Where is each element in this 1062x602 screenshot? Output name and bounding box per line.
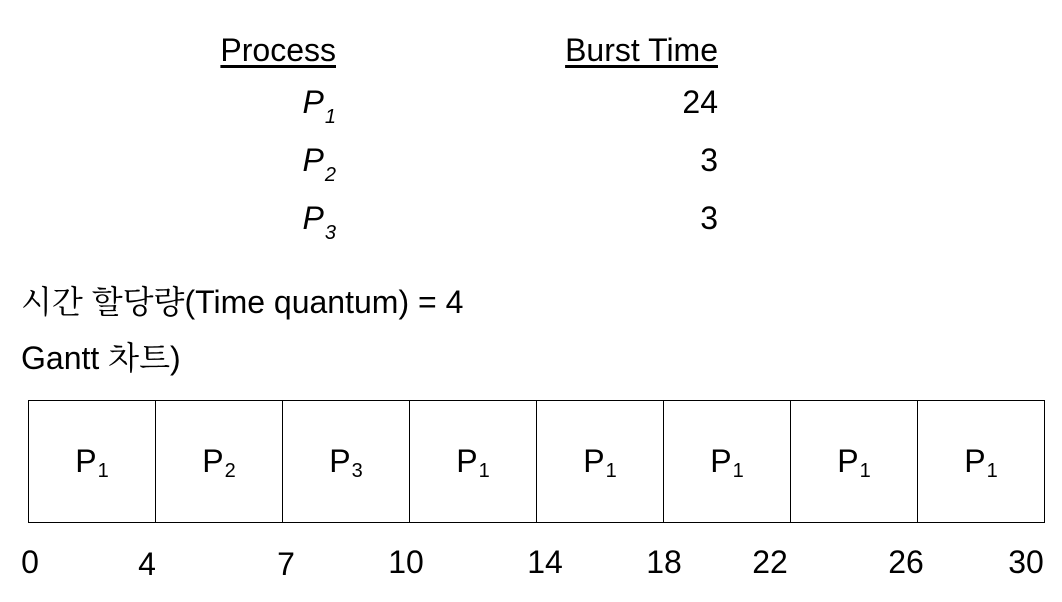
time-quantum-label: 시간 할당량(Time quantum) = 4 xyxy=(21,284,464,320)
gantt-chart-title: Gantt 차트) xyxy=(21,340,181,376)
gantt-cell xyxy=(537,401,664,522)
gantt-cell-letter: P xyxy=(75,443,97,479)
gantt-cell-subscript: 1 xyxy=(986,460,998,482)
burst-time-p1: 24 xyxy=(682,84,718,120)
gantt-cell-letter: P xyxy=(964,443,986,479)
gantt-tick: 7 xyxy=(277,546,295,582)
gantt-cell xyxy=(29,401,156,522)
gantt-tick: 10 xyxy=(388,544,424,580)
gantt-cell-subscript: 3 xyxy=(351,460,363,482)
gantt-cell xyxy=(410,401,537,522)
gantt-tick: 14 xyxy=(527,544,563,580)
burst-time-p3: 3 xyxy=(700,200,718,236)
gantt-tick: 4 xyxy=(138,546,156,582)
gantt-cell-letter: P xyxy=(837,443,859,479)
gantt-tick: 22 xyxy=(752,544,788,580)
gantt-cell-letter: P xyxy=(329,443,351,479)
gantt-tick: 0 xyxy=(21,544,39,580)
gantt-cell-subscript: 1 xyxy=(732,460,744,482)
process-subscript: 2 xyxy=(324,164,336,186)
process-name-p2 xyxy=(302,142,336,186)
process-letter: P xyxy=(302,84,324,120)
gantt-cell-subscript: 1 xyxy=(97,460,109,482)
process-name-p1 xyxy=(302,84,336,128)
gantt-tick: 18 xyxy=(646,544,682,580)
burst-time-column-header: Burst Time xyxy=(565,32,718,68)
gantt-chart xyxy=(28,400,1045,523)
gantt-cell-letter: P xyxy=(202,443,224,479)
process-column-header: Process xyxy=(220,32,336,68)
gantt-cell-subscript: 2 xyxy=(224,460,236,482)
gantt-cell-subscript: 1 xyxy=(859,460,871,482)
process-letter: P xyxy=(302,142,324,178)
process-name-p3 xyxy=(302,200,336,244)
process-subscript: 1 xyxy=(324,106,336,128)
gantt-cell-letter: P xyxy=(456,443,478,479)
gantt-cell xyxy=(664,401,791,522)
gantt-tick: 30 xyxy=(1008,544,1044,580)
gantt-cell xyxy=(918,401,1044,522)
gantt-cell-letter: P xyxy=(710,443,732,479)
gantt-cell xyxy=(791,401,918,522)
gantt-cell-letter: P xyxy=(583,443,605,479)
burst-time-p2: 3 xyxy=(700,142,718,178)
process-subscript: 3 xyxy=(324,222,336,244)
gantt-cell xyxy=(156,401,283,522)
gantt-tick: 26 xyxy=(888,544,924,580)
process-letter: P xyxy=(302,200,324,236)
gantt-cell-subscript: 1 xyxy=(478,460,490,482)
gantt-cell-subscript: 1 xyxy=(605,460,617,482)
gantt-cell xyxy=(283,401,410,522)
